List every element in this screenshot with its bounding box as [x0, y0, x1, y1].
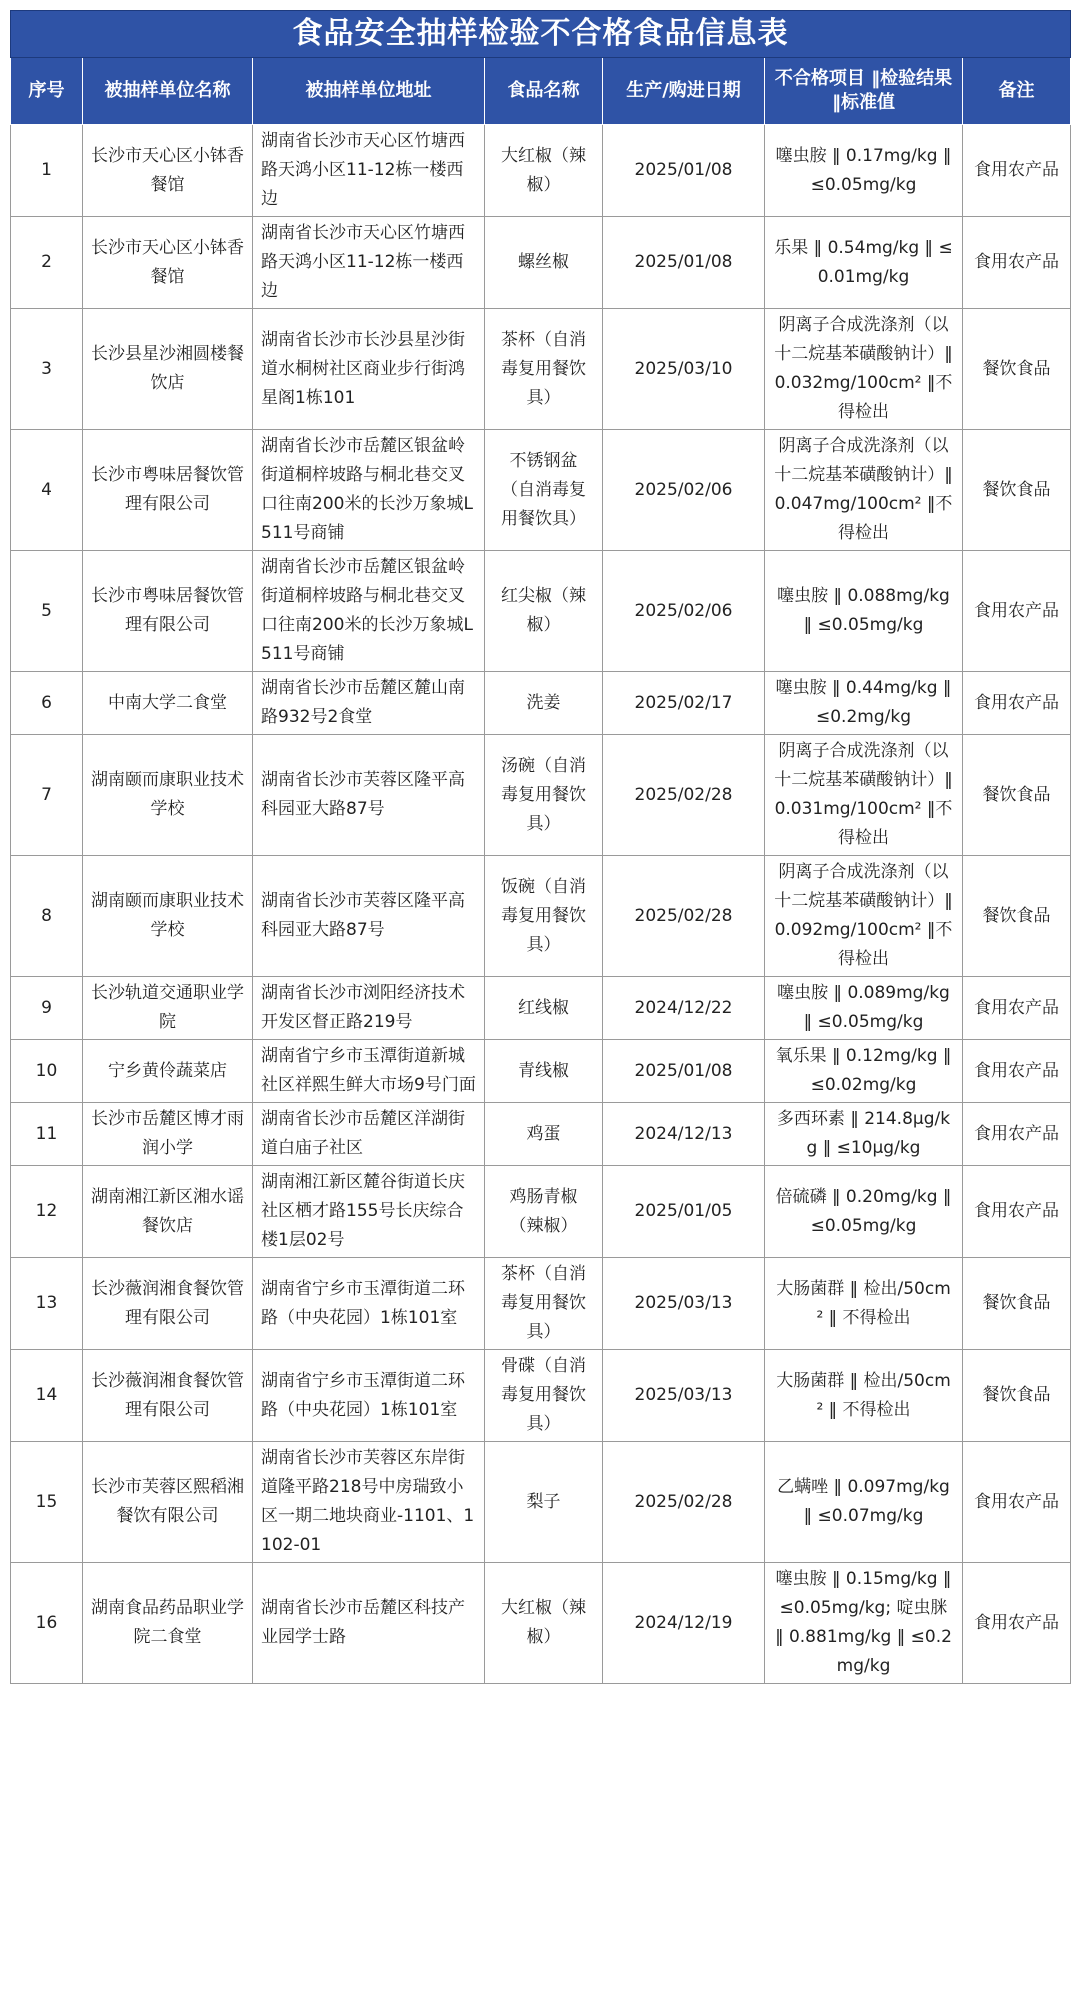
cell-date: 2024/12/19: [603, 1563, 765, 1684]
table-row: [11, 1166, 1071, 1258]
cell-address: 湖南省长沙市岳麓区麓山南路932号2食堂: [253, 672, 485, 735]
cell-food: 大红椒（辣椒）: [485, 125, 603, 217]
header-item: 不合格项目 ‖检验结果 ‖标准值: [765, 58, 963, 125]
cell-address: 湖南省宁乡市玉潭街道二环路（中央花园）1栋101室: [253, 1350, 485, 1442]
cell-remark: 食用农产品: [963, 1103, 1071, 1166]
cell-no: 4: [11, 430, 83, 551]
cell-date: 2025/02/28: [603, 1442, 765, 1563]
cell-no: 10: [11, 1040, 83, 1103]
cell-date: 2025/03/13: [603, 1350, 765, 1442]
info-table-container: [10, 10, 1070, 1684]
cell-address: 湖南省宁乡市玉潭街道二环路（中央花园）1栋101室: [253, 1258, 485, 1350]
cell-item: 噻虫胺 ‖ 0.15mg/kg ‖ ≤0.05mg/kg; 啶虫脒 ‖ 0.881mg/kg ‖ ≤0.2mg/kg: [765, 1563, 963, 1684]
cell-food: 青线椒: [485, 1040, 603, 1103]
table-row: [11, 1563, 1071, 1684]
table-row: [11, 1350, 1071, 1442]
table-row: [11, 1103, 1071, 1166]
cell-no: 16: [11, 1563, 83, 1684]
cell-item: 阴离子合成洗涤剂（以十二烷基苯磺酸钠计）‖ 0.047mg/100cm² ‖不得检出: [765, 430, 963, 551]
cell-address: 湖南省长沙市岳麓区银盆岭街道桐梓坡路与桐北巷交叉口往南200米的长沙万象城L511号商铺: [253, 551, 485, 672]
cell-remark: 食用农产品: [963, 1166, 1071, 1258]
cell-remark: 食用农产品: [963, 1442, 1071, 1563]
cell-address: 湖南省长沙市天心区竹塘西路天鸿小区11-12栋一楼西边: [253, 125, 485, 217]
cell-date: 2025/01/08: [603, 217, 765, 309]
cell-date: 2025/02/06: [603, 430, 765, 551]
cell-no: 3: [11, 309, 83, 430]
table-row: [11, 977, 1071, 1040]
cell-remark: 餐饮食品: [963, 856, 1071, 977]
cell-unit: 湖南颐而康职业技术学校: [83, 735, 253, 856]
cell-food: 茶杯（自消毒复用餐饮具）: [485, 1258, 603, 1350]
cell-no: 1: [11, 125, 83, 217]
cell-food: 汤碗（自消毒复用餐饮具）: [485, 735, 603, 856]
header-address: 被抽样单位地址: [253, 58, 485, 125]
cell-food: 不锈钢盆（自消毒复用餐饮具）: [485, 430, 603, 551]
cell-item: 阴离子合成洗涤剂（以十二烷基苯磺酸钠计）‖ 0.092mg/100cm² ‖不得检出: [765, 856, 963, 977]
table-body: [11, 125, 1071, 1684]
cell-address: 湖南省长沙市浏阳经济技术开发区督正路219号: [253, 977, 485, 1040]
cell-food: 洗姜: [485, 672, 603, 735]
cell-item: 倍硫磷 ‖ 0.20mg/kg ‖ ≤0.05mg/kg: [765, 1166, 963, 1258]
table-row: [11, 1258, 1071, 1350]
cell-item: 阴离子合成洗涤剂（以十二烷基苯磺酸钠计）‖ 0.032mg/100cm² ‖不得检出: [765, 309, 963, 430]
cell-unit: 宁乡黄伶蔬菜店: [83, 1040, 253, 1103]
cell-food: 大红椒（辣椒）: [485, 1563, 603, 1684]
cell-item: 噻虫胺 ‖ 0.089mg/kg ‖ ≤0.05mg/kg: [765, 977, 963, 1040]
cell-remark: 食用农产品: [963, 1563, 1071, 1684]
cell-unit: 长沙市天心区小钵香餐馆: [83, 125, 253, 217]
cell-no: 5: [11, 551, 83, 672]
cell-food: 梨子: [485, 1442, 603, 1563]
cell-address: 湖南省长沙市岳麓区洋湖街道白庙子社区: [253, 1103, 485, 1166]
cell-unit: 长沙市粤味居餐饮管理有限公司: [83, 430, 253, 551]
table-row: [11, 430, 1071, 551]
cell-no: 13: [11, 1258, 83, 1350]
cell-address: 湖南省长沙市天心区竹塘西路天鸿小区11-12栋一楼西边: [253, 217, 485, 309]
cell-remark: 餐饮食品: [963, 309, 1071, 430]
cell-unit: 长沙薇润湘食餐饮管理有限公司: [83, 1350, 253, 1442]
cell-date: 2025/02/28: [603, 735, 765, 856]
cell-unit: 中南大学二食堂: [83, 672, 253, 735]
table-row: [11, 551, 1071, 672]
cell-address: 湖南省宁乡市玉潭街道新城社区祥熙生鲜大市场9号门面: [253, 1040, 485, 1103]
cell-remark: 食用农产品: [963, 217, 1071, 309]
cell-food: 茶杯（自消毒复用餐饮具）: [485, 309, 603, 430]
cell-date: 2025/01/08: [603, 1040, 765, 1103]
cell-address: 湖南省长沙市岳麓区科技产业园学士路: [253, 1563, 485, 1684]
cell-unit: 湖南食品药品职业学院二食堂: [83, 1563, 253, 1684]
cell-food: 鸡蛋: [485, 1103, 603, 1166]
table-row: [11, 217, 1071, 309]
table-row: [11, 125, 1071, 217]
table-row: [11, 1040, 1071, 1103]
cell-item: 噻虫胺 ‖ 0.088mg/kg ‖ ≤0.05mg/kg: [765, 551, 963, 672]
cell-date: 2025/03/13: [603, 1258, 765, 1350]
cell-item: 乐果 ‖ 0.54mg/kg ‖ ≤0.01mg/kg: [765, 217, 963, 309]
cell-unit: 湖南湘江新区湘水谣餐饮店: [83, 1166, 253, 1258]
header-row: [11, 58, 1071, 125]
cell-no: 2: [11, 217, 83, 309]
cell-food: 骨碟（自消毒复用餐饮具）: [485, 1350, 603, 1442]
table-row: [11, 672, 1071, 735]
cell-address: 湖南省长沙市芙蓉区隆平高科园亚大路87号: [253, 856, 485, 977]
header-unit: 被抽样单位名称: [83, 58, 253, 125]
cell-unit: 长沙县星沙湘圆楼餐饮店: [83, 309, 253, 430]
cell-item: 噻虫胺 ‖ 0.17mg/kg ‖ ≤0.05mg/kg: [765, 125, 963, 217]
table-row: [11, 1442, 1071, 1563]
cell-remark: 食用农产品: [963, 551, 1071, 672]
cell-address: 湖南省长沙市芙蓉区隆平高科园亚大路87号: [253, 735, 485, 856]
cell-no: 15: [11, 1442, 83, 1563]
cell-item: 大肠菌群 ‖ 检出/50cm² ‖ 不得检出: [765, 1258, 963, 1350]
cell-remark: 餐饮食品: [963, 1258, 1071, 1350]
cell-no: 12: [11, 1166, 83, 1258]
cell-date: 2025/03/10: [603, 309, 765, 430]
cell-unit: 长沙市岳麓区博才雨润小学: [83, 1103, 253, 1166]
cell-no: 14: [11, 1350, 83, 1442]
cell-item: 阴离子合成洗涤剂（以十二烷基苯磺酸钠计）‖ 0.031mg/100cm² ‖不得检出: [765, 735, 963, 856]
cell-unit: 长沙市芙蓉区熙稻湘餐饮有限公司: [83, 1442, 253, 1563]
cell-unit: 长沙薇润湘食餐饮管理有限公司: [83, 1258, 253, 1350]
cell-remark: 餐饮食品: [963, 1350, 1071, 1442]
cell-item: 噻虫胺 ‖ 0.44mg/kg ‖ ≤0.2mg/kg: [765, 672, 963, 735]
cell-remark: 食用农产品: [963, 125, 1071, 217]
cell-unit: 湖南颐而康职业技术学校: [83, 856, 253, 977]
cell-unit: 长沙市天心区小钵香餐馆: [83, 217, 253, 309]
header-remark: 备注: [963, 58, 1071, 125]
cell-date: 2025/01/05: [603, 1166, 765, 1258]
cell-food: 螺丝椒: [485, 217, 603, 309]
cell-item: 大肠菌群 ‖ 检出/50cm² ‖ 不得检出: [765, 1350, 963, 1442]
cell-no: 11: [11, 1103, 83, 1166]
cell-address: 湖南省长沙市岳麓区银盆岭街道桐梓坡路与桐北巷交叉口往南200米的长沙万象城L511号商铺: [253, 430, 485, 551]
cell-food: 鸡肠青椒（辣椒）: [485, 1166, 603, 1258]
table-row: [11, 309, 1071, 430]
cell-address: 湖南省长沙市芙蓉区东岸街道隆平路218号中房瑞致小区一期二地块商业-1101、1102-01: [253, 1442, 485, 1563]
cell-unit: 长沙轨道交通职业学院: [83, 977, 253, 1040]
cell-address: 湖南湘江新区麓谷街道长庆社区栖才路155号长庆综合楼1层02号: [253, 1166, 485, 1258]
cell-remark: 食用农产品: [963, 1040, 1071, 1103]
cell-food: 红尖椒（辣椒）: [485, 551, 603, 672]
cell-item: 乙螨唑 ‖ 0.097mg/kg ‖ ≤0.07mg/kg: [765, 1442, 963, 1563]
cell-no: 7: [11, 735, 83, 856]
cell-remark: 食用农产品: [963, 672, 1071, 735]
header-no: 序号: [11, 58, 83, 125]
cell-date: 2024/12/13: [603, 1103, 765, 1166]
cell-date: 2024/12/22: [603, 977, 765, 1040]
cell-date: 2025/02/28: [603, 856, 765, 977]
header-date: 生产/购进日期: [603, 58, 765, 125]
cell-unit: 长沙市粤味居餐饮管理有限公司: [83, 551, 253, 672]
cell-date: 2025/01/08: [603, 125, 765, 217]
cell-remark: 食用农产品: [963, 977, 1071, 1040]
table-row: [11, 735, 1071, 856]
table-row: [11, 856, 1071, 977]
cell-address: 湖南省长沙市长沙县星沙街道水桐树社区商业步行街鸿星阁1栋101: [253, 309, 485, 430]
table-title: 食品安全抽样检验不合格食品信息表: [11, 11, 1071, 58]
cell-no: 9: [11, 977, 83, 1040]
cell-item: 氧乐果 ‖ 0.12mg/kg ‖ ≤0.02mg/kg: [765, 1040, 963, 1103]
cell-food: 红线椒: [485, 977, 603, 1040]
header-food: 食品名称: [485, 58, 603, 125]
cell-remark: 餐饮食品: [963, 430, 1071, 551]
cell-date: 2025/02/06: [603, 551, 765, 672]
cell-date: 2025/02/17: [603, 672, 765, 735]
cell-no: 8: [11, 856, 83, 977]
cell-food: 饭碗（自消毒复用餐饮具）: [485, 856, 603, 977]
unqualified-food-table: [10, 10, 1071, 1684]
cell-no: 6: [11, 672, 83, 735]
cell-item: 多西环素 ‖ 214.8μg/kg ‖ ≤10μg/kg: [765, 1103, 963, 1166]
cell-remark: 餐饮食品: [963, 735, 1071, 856]
